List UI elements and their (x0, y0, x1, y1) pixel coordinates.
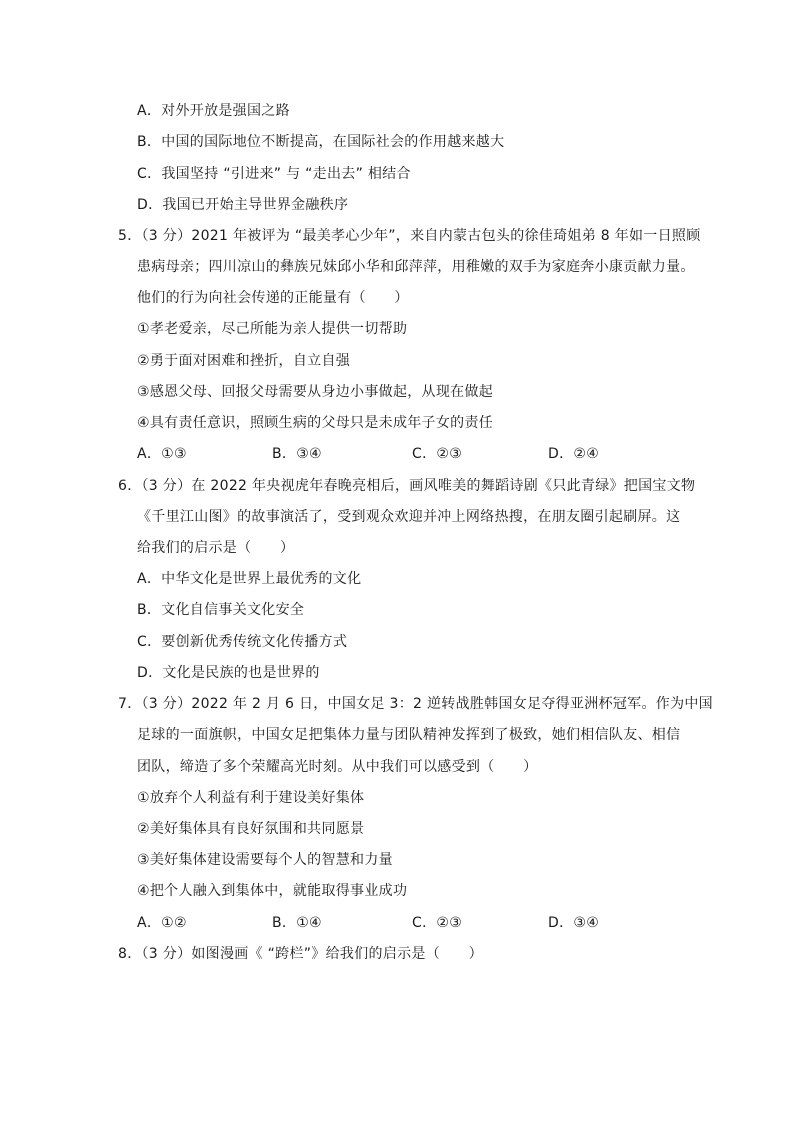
q5-statement-2: ②勇于面对困难和挫折，自立自强 (137, 353, 351, 369)
q5-statement-3: ③感恩父母、回报父母需要从身边小事做起，从现在做起 (137, 384, 494, 400)
q5-statement-4: ④具有责任意识，照顾生病的父母只是未成年子女的责任 (137, 415, 494, 431)
q7-stem-line-1: 7．（3 分）2022 年 2 月 6 日，中国女足 3：2 逆转战胜韩国女足夺得亚洲杯冠军。作为中国 (118, 696, 713, 712)
q5-stem-line-1: 5．（3 分）2021 年被评为 “最美孝心少年”，来自内蒙古包头的徐佳琦姐弟 8 年如一日照顾 (118, 228, 701, 244)
q6-option-c: C．要创新优秀传统文化传播方式 (137, 634, 348, 650)
q5-option-d: D．②④ (548, 446, 600, 462)
q7-statement-4: ④把个人融入到集体中，就能取得事业成功 (137, 883, 408, 899)
q7-statement-2: ②美好集体具有良好氛围和共同愿景 (137, 821, 365, 837)
q7-option-c: C．②③ (412, 915, 463, 931)
q4-option-a: A．对外开放是强国之路 (137, 103, 290, 119)
q5-option-a: A．①③ (137, 446, 187, 462)
q5-option-b: B．③④ (272, 446, 322, 462)
q6-option-b: B．文化自信事关文化安全 (137, 602, 305, 618)
q6-stem-line-1: 6．（3 分）在 2022 年央视虎年春晚亮相后，画风唯美的舞蹈诗剧《只此青绿》把国宝文物 (118, 478, 696, 494)
q7-option-d: D．③④ (548, 915, 600, 931)
q6-stem-line-2: 《千里江山图》的故事演活了，受到观众欢迎并冲上网络热搜，在朋友圈引起刷屏。这 (137, 509, 681, 525)
q7-statement-3: ③美好集体建设需要每个人的智慧和力量 (137, 852, 393, 868)
q5-stem-line-2: 患病母亲；四川凉山的彝族兄妹邱小华和邱萍萍，用稚嫩的双手为家庭奔小康贡献力量。 (137, 259, 695, 275)
q6-option-d: D．文化是民族的也是世界的 (137, 665, 320, 681)
q7-option-b: B．①④ (272, 915, 322, 931)
q6-option-a: A．中华文化是世界上最优秀的文化 (137, 571, 362, 587)
q4-option-d: D．我国已开始主导世界金融秩序 (137, 197, 349, 213)
q4-option-c: C．我国坚持 “引进来” 与 “走出去” 相结合 (137, 166, 411, 182)
q4-option-b: B．中国的国际地位不断提高，在国际社会的作用越来越大 (137, 134, 505, 150)
q8-stem-line-1: 8．（3 分）如图漫画《 “跨栏”》给我们的启示是（ ） (118, 946, 483, 962)
q5-option-c: C．②③ (412, 446, 463, 462)
q7-stem-line-2: 足球的一面旗帜，中国女足把集体力量与团队精神发挥到了极致，她们相信队友、相信 (137, 727, 681, 743)
q7-stem-line-3: 团队，缔造了多个荣耀高光时刻。从中我们可以感受到（ ） (137, 759, 538, 775)
q7-option-a: A．①② (137, 915, 187, 931)
q6-stem-line-3: 给我们的启示是（ ） (137, 540, 295, 556)
q5-statement-1: ①孝老爱亲，尽己所能为亲人提供一切帮助 (137, 321, 408, 337)
q7-statement-1: ①放弃个人利益有利于建设美好集体 (137, 790, 365, 806)
q5-stem-line-3: 他们的行为向社会传递的正能量有（ ） (137, 290, 409, 306)
